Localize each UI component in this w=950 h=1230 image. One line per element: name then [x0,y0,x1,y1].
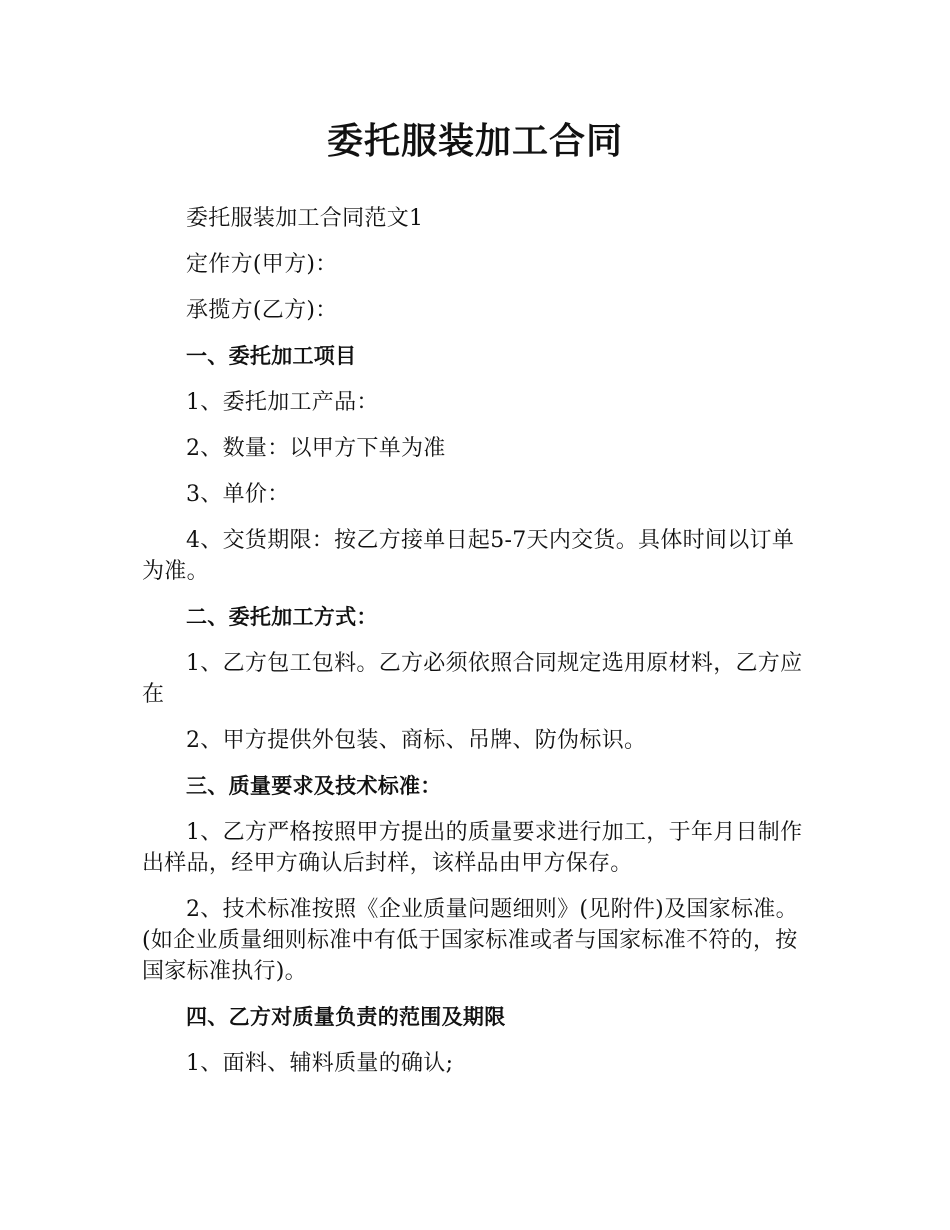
document-body [142,203,807,1094]
paragraph-item: 2、技术标准按照《企业质量问题细则》(见附件)及国家标准。(如企业质量细则标准中有低于国家标准或者与国家标准不符的，按国家标准执行)。 [142,897,798,984]
paragraph-party-b: 承揽方(乙方)： [186,298,338,323]
document-title: 委托服装加工合同 [326,121,623,162]
section-heading-3: 三、质量要求及技术标准： [186,774,442,798]
paragraph-item: 2、数量：以甲方下单为准 [186,436,446,461]
section-heading-2: 二、委托加工方式： [186,605,378,629]
paragraph-item: 1、乙方严格按照甲方提出的质量要求进行加工，于年月日制作出样品，经甲方确认后封样，该样品由甲方保存。 [142,820,803,876]
section-heading-4: 四、乙方对质量负责的范围及期限 [186,1005,506,1029]
paragraph-sample-title: 委托服装加工合同范文1 [186,206,424,231]
paragraph-item: 1、委托加工产品： [186,390,379,415]
section-heading-1: 一、委托加工项目 [186,344,357,368]
paragraph-item: 4、交货期限：按乙方接单日起5-7天内交货。具体时间以订单为准。 [142,528,795,584]
paragraph-item: 1、乙方包工包料。乙方必须依照合同规定选用原材料，乙方应在 [142,651,803,707]
paragraph-item: 3、单价： [186,482,290,507]
paragraph-item: 1、面料、辅料质量的确认; [186,1051,454,1076]
paragraph-item: 2、甲方提供外包装、商标、吊牌、防伪标识。 [186,728,647,753]
paragraph-party-a: 定作方(甲方)： [186,252,338,277]
